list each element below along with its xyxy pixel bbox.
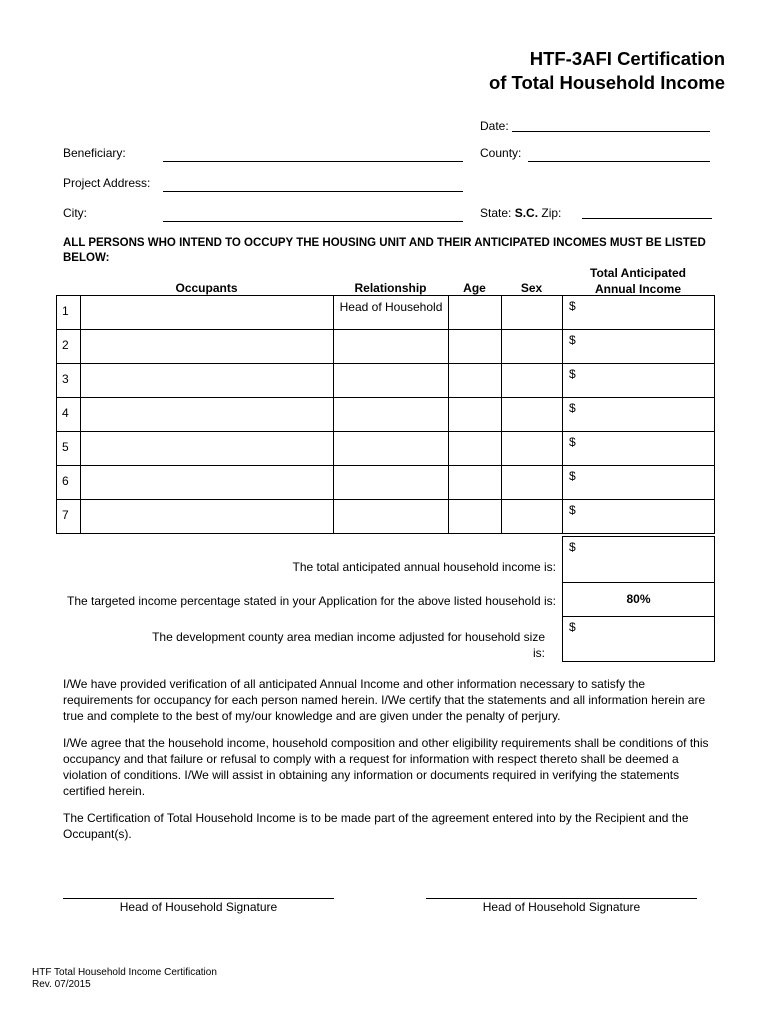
age-cell[interactable] xyxy=(449,432,502,466)
footer-revision: Rev. 07/2015 xyxy=(32,979,91,990)
targeted-percentage-label: The targeted income percentage stated in your Application for the above listed household is: xyxy=(67,594,556,608)
median-income-label xyxy=(152,629,545,661)
total-income-label: The total anticipated annual household income is: xyxy=(292,560,556,574)
occupant-name-cell[interactable] xyxy=(81,500,334,534)
sex-cell[interactable] xyxy=(502,500,563,534)
table-row xyxy=(57,296,715,330)
relationship-cell[interactable] xyxy=(334,364,449,398)
occupants-table xyxy=(56,295,715,534)
age-cell[interactable] xyxy=(449,500,502,534)
signature-line-left[interactable] xyxy=(63,898,334,899)
age-cell[interactable] xyxy=(449,398,502,432)
state-value: S.C. xyxy=(514,206,539,220)
income-cell[interactable]: $ xyxy=(563,296,715,330)
table-row xyxy=(57,330,715,364)
relationship-cell[interactable] xyxy=(334,500,449,534)
targeted-percentage-box[interactable]: 80% xyxy=(562,582,715,617)
age-cell[interactable] xyxy=(449,330,502,364)
sex-cell[interactable] xyxy=(502,364,563,398)
city-field[interactable] xyxy=(163,221,463,222)
sex-cell[interactable] xyxy=(502,330,563,364)
median-income-box[interactable]: $ xyxy=(562,616,715,662)
occupant-name-cell[interactable] xyxy=(81,466,334,500)
form-title-line1: HTF-3AFI Certification xyxy=(529,48,725,69)
income-cell[interactable]: $ xyxy=(563,330,715,364)
sex-cell[interactable] xyxy=(502,466,563,500)
zip-field[interactable] xyxy=(582,218,712,219)
median-income-label-line2: is: xyxy=(533,646,545,660)
income-cell[interactable]: $ xyxy=(563,364,715,398)
sex-cell[interactable] xyxy=(502,296,563,330)
row-number: 4 xyxy=(57,398,81,432)
col-income-line1: Total Anticipated xyxy=(590,266,686,280)
signature-line-right[interactable] xyxy=(426,898,697,899)
occupant-name-cell[interactable] xyxy=(81,432,334,466)
table-row xyxy=(57,432,715,466)
city-label: City: xyxy=(63,206,87,220)
footer xyxy=(32,967,217,991)
col-sex: Sex xyxy=(520,281,543,295)
state-field-group xyxy=(480,206,561,220)
occupant-name-cell[interactable] xyxy=(81,296,334,330)
income-cell[interactable]: $ xyxy=(563,466,715,500)
income-cell[interactable]: $ xyxy=(563,500,715,534)
row-number: 5 xyxy=(57,432,81,466)
relationship-cell[interactable]: Head of Household xyxy=(334,296,449,330)
relationship-cell[interactable] xyxy=(334,330,449,364)
state-label: State: xyxy=(480,206,512,220)
table-row xyxy=(57,364,715,398)
relationship-cell[interactable] xyxy=(334,466,449,500)
row-number: 3 xyxy=(57,364,81,398)
date-label: Date: xyxy=(480,119,509,133)
income-cell[interactable]: $ xyxy=(563,398,715,432)
signature-label-right: Head of Household Signature xyxy=(482,900,641,914)
form-title-line2: of Total Household Income xyxy=(488,72,725,93)
total-income-box[interactable]: $ xyxy=(562,536,715,583)
relationship-cell[interactable] xyxy=(334,432,449,466)
county-label: County: xyxy=(480,146,522,160)
table-row xyxy=(57,500,715,534)
instructions-heading: ALL PERSONS WHO INTEND TO OCCUPY THE HOUSING UNIT AND THEIR ANTICIPATED INCOMES MUST BE LISTED BELOW: xyxy=(63,237,706,264)
income-cell[interactable]: $ xyxy=(563,432,715,466)
date-field[interactable] xyxy=(512,131,710,132)
row-number: 6 xyxy=(57,466,81,500)
sex-cell[interactable] xyxy=(502,432,563,466)
occupant-name-cell[interactable] xyxy=(81,398,334,432)
col-relationship: Relationship xyxy=(354,281,427,295)
occupant-name-cell[interactable] xyxy=(81,330,334,364)
beneficiary-label: Beneficiary: xyxy=(63,146,126,160)
certification-paragraph-2: I/We agree that the household income, household composition and other eligibility requirements shall be conditions of this occupancy and that failure or refusal to comply with a request for information with respect thereto shall be deemed a violation of conditions. I/We will assist in obtaining any information or documents required in verifying the statements certified herein. xyxy=(63,736,709,798)
footer-title: HTF Total Household Income Certification xyxy=(32,967,217,978)
table-row xyxy=(57,398,715,432)
beneficiary-field[interactable] xyxy=(163,161,463,162)
row-number: 7 xyxy=(57,500,81,534)
age-cell[interactable] xyxy=(449,296,502,330)
row-number: 2 xyxy=(57,330,81,364)
col-age: Age xyxy=(463,281,486,295)
project-address-label: Project Address: xyxy=(63,176,151,190)
col-occupants: Occupants xyxy=(175,281,238,295)
age-cell[interactable] xyxy=(449,466,502,500)
col-income-line2: Annual Income xyxy=(594,282,681,296)
signature-label-left: Head of Household Signature xyxy=(119,900,278,914)
age-cell[interactable] xyxy=(449,364,502,398)
zip-label: Zip: xyxy=(541,206,562,220)
table-row xyxy=(57,466,715,500)
row-number: 1 xyxy=(57,296,81,330)
project-address-field[interactable] xyxy=(163,191,463,192)
certification-paragraph-3: The Certification of Total Household Income is to be made part of the agreement entered into by the Recipient and the Occupant(s). xyxy=(63,811,689,841)
county-field[interactable] xyxy=(528,161,710,162)
sex-cell[interactable] xyxy=(502,398,563,432)
occupant-name-cell[interactable] xyxy=(81,364,334,398)
col-income xyxy=(562,265,714,297)
relationship-cell[interactable] xyxy=(334,398,449,432)
certification-paragraph-1: I/We have provided verification of all anticipated Annual Income and other information necessary to satisfy the requirements for occupancy for each person named herein. I/We certify that the statements and all information herein are true and complete to the best of my/our knowledge and are given under the penalty of perjury. xyxy=(63,677,706,723)
median-income-label-line1: The development county area median income adjusted for household size xyxy=(152,630,545,644)
